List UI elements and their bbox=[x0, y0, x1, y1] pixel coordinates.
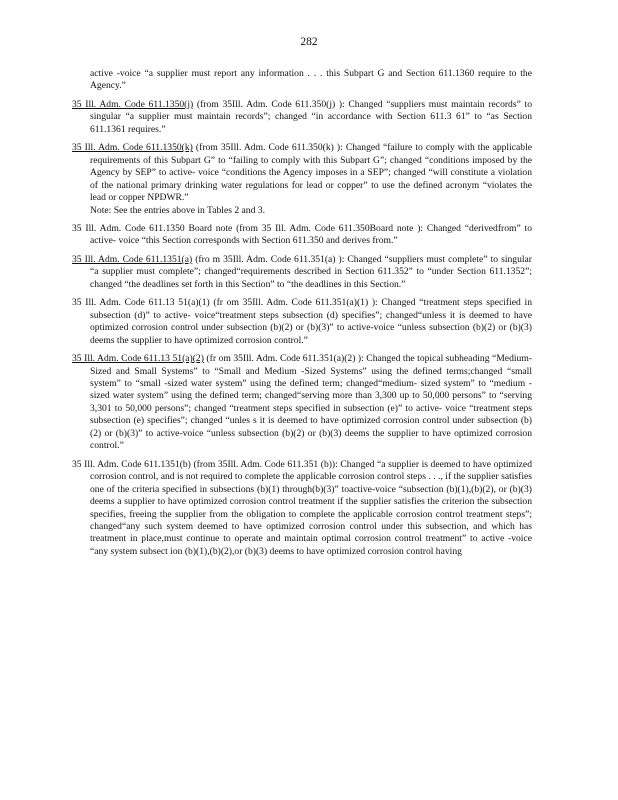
paragraph-text: 35 Ill. Adm. Code 611.1351(b) (from 35Ill. Adm. Code 611.351 (b)): Changed “a supplier is deemed to have optimized corrosion control, and is not required to complete the applicable corrosion control steps . . ., if the supplier satisfies one of the criteria specified in subsections (b)(1) through(b)(3)” toactive-voice “subsection (b)(1),(b)(2), or (b)(3) deems a supplier to have optimized corrosion control treatment if the supplier satisfies the criterion the subsection specifies, freeing the supplier from the obligation to complete the applicable corrosion control treatment steps”; changed“any such system deemed to have optimized corrosion control under this subsection, and which has treatment in place,must continue to operate and maintain optimal corrosion control treatment” to active -voice “any system subsect ion (b)(1),(b)(2),or (b)(3) deems to have optimized corrosion control having bbox=[72, 458, 532, 557]
citation: 35 Ill. Adm. Code 611.1350(k) bbox=[72, 142, 193, 154]
document-body bbox=[72, 68, 532, 564]
paragraph-611-1350-j bbox=[72, 99, 532, 136]
page-number: 282 bbox=[300, 36, 318, 48]
paragraph-continuation bbox=[72, 68, 532, 93]
paragraph-text: (fro m 35Ill. Adm. Code 611.351(a) ): Changed “suppliers must complete” to singular “a supplier must complete”; changed“requirements described in Section 611.352” to “under Section 611.1352”; changed “the deadlines set forth in this Section” to “the deadlines in this Section.” bbox=[90, 253, 532, 290]
paragraph-text: (from 35Ill. Adm. Code 611.350(j) ): Changed “suppliers must maintain records” to singular “a supplier must maintain records”; changed “in accordance with Section 611.3 61” to “as Section 611.1361 requires.” bbox=[90, 98, 532, 135]
paragraph-611-1350-k bbox=[72, 142, 532, 217]
paragraph-text: (fr om 35Ill. Adm. Code 611.351(a)(2) ): Changed the topical subheading “Medium- Sized and Small Systems” to “Small and Medium -Sized Systems” using the defined terms;changed “small system” to “small -sized water system” using the defined term; changed“medium- sized system” to “medium -sized water system” using the defined term; changed“serving more than 3,300 up to 50,000 persons” to “serving 3,301 to 50,000 persons”; changed “treatment steps specified in subsection (e)” to active- voice “treatment steps subsection (e) specifies”; changed “unles s it is deemed to have optimized corrosion control under subsection (b)(2) or (b)(3)” to active-voice “unless subsection (b)(2) or (b)(3) deems the supplier to have optimized corrosion control.” bbox=[90, 353, 532, 452]
citation: 35 Ill. Adm. Code 611.1350(j) bbox=[72, 98, 194, 110]
paragraph-611-1351-b bbox=[72, 459, 532, 559]
paragraph-text: 35 Ill. Adm. Code 611.13 51(a)(1) (fr om 35Ill. Adm. Code 611.351(a)(1) ): Changed “treatment steps specified in subsection (d)” to active- voice“treatment steps subsection (d) specifies”; changed“unless it is deemed to have optimized corrosion control under subsection (b)(2) or (b)(3)” to active-voice “unless subsection (b)(2) or (b)(3) deems the supplier to have optimized corrosion control.” bbox=[72, 297, 532, 346]
paragraph-611-1351-a bbox=[72, 254, 532, 291]
note-text: Note: See the entries above in Tables 2 and 3. bbox=[90, 204, 265, 216]
paragraph-text: 35 Ill. Adm. Code 611.1350 Board note (from 35 Ill. Adm. Code 611.350Board note ): Changed “derivedfrom” to active- voice “this Section corresponds with Section 611.350 and derives from.” bbox=[72, 222, 532, 247]
paragraph-611-1350-board-note bbox=[72, 223, 532, 248]
paragraph-text: (from 35Ill. Adm. Code 611.350(k) ): Changed “failure to comply with the applicable requirements of this Subpart G” to “failing to comply with this Subpart G”; changed “conditions imposed by the Agency by SEP” to active- voice “conditions the Agency imposes in a SEP”; changed “will constitute a violation of the national primary drinking water regulations for lead or copper” to use the defined acronym “violates the lead or copper NPDWR.” bbox=[90, 142, 532, 204]
paragraph-611-1351-a-2 bbox=[72, 353, 532, 453]
citation: 35 Ill. Adm. Code 611.13 51(a)(2) bbox=[72, 353, 204, 365]
citation: 35 Ill. Adm. Code 611.1351(a) bbox=[72, 253, 193, 265]
paragraph-611-1351-a-1 bbox=[72, 297, 532, 347]
paragraph-text: active -voice “a supplier must report any information . . . this Subpart G and Section 611.1360 require to the Agency.” bbox=[90, 68, 532, 92]
